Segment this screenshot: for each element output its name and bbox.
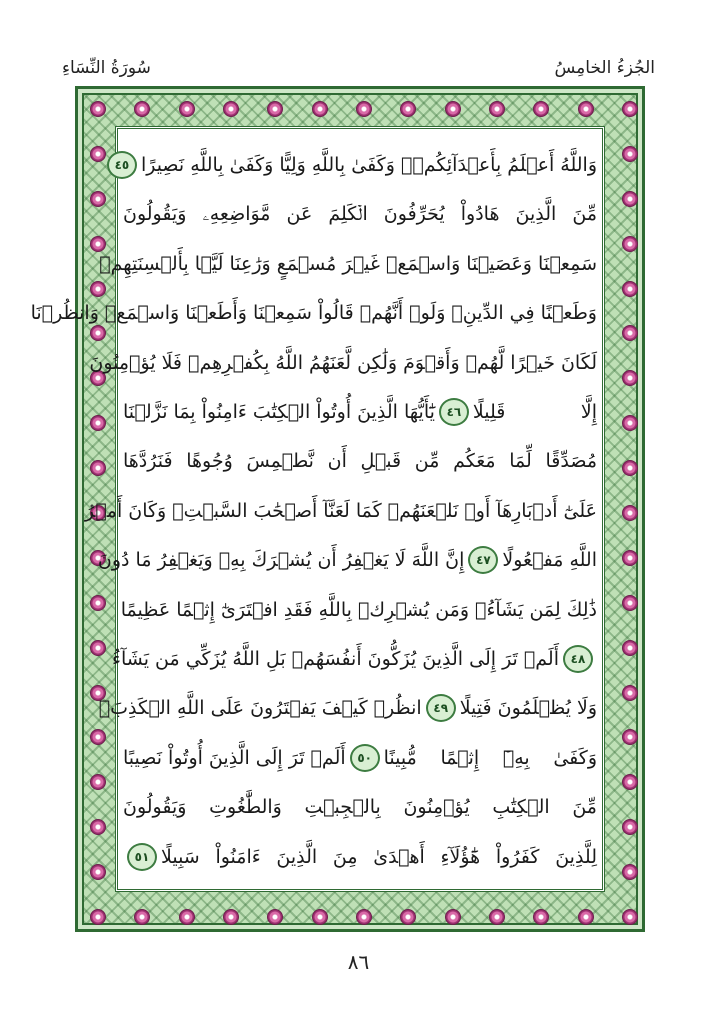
verse-line bbox=[123, 783, 597, 831]
verse-line bbox=[98, 684, 597, 732]
flower-ornament-icon bbox=[622, 505, 638, 521]
flower-ornament-icon bbox=[622, 640, 638, 656]
surah-header: سُورَةُ النِّسَاءِ bbox=[62, 58, 151, 78]
ayah-number-marker: ٤٥ bbox=[107, 151, 137, 179]
verse-line bbox=[123, 388, 597, 436]
verse-text: أَلَمۡ تَرَ إِلَى الَّذِينَ يُزَكُّونَ أَنفُسَهُمۚ بَلِ اللَّهُ يُزَكِّي مَن يَشَآءُ bbox=[112, 648, 559, 670]
flower-ornament-icon bbox=[90, 640, 106, 656]
flower-ornament-icon bbox=[622, 281, 638, 297]
verse-text: لَكَانَ خَيۡرًا لَّهُمۡ وَأَقۡوَمَ وَلَٰكِن لَّعَنَهُمُ اللَّهُ بِكُفۡرِهِمۡ فَلَا يُؤۡمِنُونَ bbox=[89, 351, 597, 374]
ayah-number-marker: ٥٠ bbox=[350, 744, 380, 772]
flower-ornament-icon bbox=[445, 101, 461, 117]
verse-line bbox=[97, 536, 597, 584]
ayah-number-marker: ٤٦ bbox=[439, 398, 469, 426]
flower-ornament-icon bbox=[578, 909, 594, 925]
verse-line bbox=[123, 833, 597, 881]
flower-ornament-icon bbox=[90, 101, 106, 117]
flower-ornament-icon bbox=[622, 101, 638, 117]
quran-text bbox=[30, 141, 597, 877]
ayah-number-marker: ٤٨ bbox=[563, 645, 593, 673]
verse-text: لِلَّذِينَ كَفَرُواْ هَٰٓؤُلَآءِ أَهۡدَىٰ مِنَ الَّذِينَ ءَامَنُواْ سَبِيلًا bbox=[161, 845, 597, 868]
flower-ornament-icon bbox=[622, 191, 638, 207]
verse-text: سَمِعۡنَا وَعَصَيۡنَا وَاسۡمَعۡ غَيۡرَ مُسۡمَعٍ وَرَٰعِنَا لَيَّۢا بِأَلۡسِنَتِهِمۡ bbox=[99, 252, 597, 275]
flower-ornament-icon bbox=[90, 146, 106, 162]
flower-ornament-icon bbox=[179, 101, 195, 117]
verse-text: يَٰٓأَيُّهَا الَّذِينَ أُوتُواْ الۡكِتَٰبَ ءَامِنُواْ بِمَا نَزَّلۡنَا bbox=[123, 401, 435, 423]
verse-line bbox=[84, 487, 597, 535]
verse-line bbox=[123, 190, 597, 238]
verse-text: ذَٰلِكَ لِمَن يَشَآءُۚ وَمَن يُشۡرِكۡ بِاللَّهِ فَقَدِ افۡتَرَىٰٓ إِثۡمًا عَظِيمًا bbox=[120, 598, 597, 621]
verse-text: اللَّهِ مَفۡعُولًا bbox=[502, 549, 597, 572]
flower-ornament-icon bbox=[622, 146, 638, 162]
flower-ornament-icon bbox=[90, 236, 106, 252]
ayah-number-marker: ٥١ bbox=[127, 843, 157, 871]
verse-text: وَكَفَىٰ بِهِۦٓ إِثۡمًا مُّبِينًا bbox=[383, 746, 597, 769]
flower-ornament-icon bbox=[312, 909, 328, 925]
verse-line bbox=[123, 437, 597, 485]
verse-line bbox=[89, 339, 597, 387]
verse-text: وَلَا يُظۡلَمُونَ فَتِيلًا bbox=[459, 697, 597, 720]
flower-ornament-icon bbox=[622, 909, 638, 925]
flower-ornament-icon bbox=[489, 101, 505, 117]
verse-text: إِلَّا قَلِيلًا bbox=[472, 401, 597, 423]
verse-line bbox=[120, 586, 597, 634]
verse-line bbox=[114, 141, 597, 189]
verse-text: أَلَمۡ تَرَ إِلَى الَّذِينَ أُوتُواْ نَصِيبًا bbox=[123, 746, 346, 769]
flower-ornament-icon bbox=[356, 909, 372, 925]
flower-ornament-icon bbox=[622, 864, 638, 880]
verse-text: وَطَعۡنًا فِي الدِّينِۚ وَلَوۡ أَنَّهُمۡ قَالُواْ سَمِعۡنَا وَأَطَعۡنَا وَاسۡمَعۡ وَانظُرۡنَا bbox=[30, 302, 597, 325]
page-number: ٨٦ bbox=[347, 950, 370, 974]
verse-text: انظُرۡ كَيۡفَ يَفۡتَرُونَ عَلَى اللَّهِ الۡكَذِبَۖ bbox=[98, 697, 422, 720]
verse-line bbox=[112, 635, 597, 683]
ayah-number-marker: ٤٧ bbox=[468, 546, 498, 574]
verse-text: مِّنَ الَّذِينَ هَادُواْ يُحَرِّفُونَ الۡكَلِمَ عَن مَّوَاضِعِهِۦ وَيَقُولُونَ bbox=[123, 203, 597, 226]
flower-ornament-icon bbox=[622, 595, 638, 611]
flower-ornament-icon bbox=[312, 101, 328, 117]
verse-text: مِّنَ الۡكِتَٰبِ يُؤۡمِنُونَ بِالۡجِبۡتِ وَالطَّٰغُوتِ وَيَقُولُونَ bbox=[123, 796, 597, 819]
ornamental-frame bbox=[30, 86, 645, 932]
flower-ornament-icon bbox=[622, 460, 638, 476]
flower-ornament-icon bbox=[90, 191, 106, 207]
flower-ornament-icon bbox=[445, 909, 461, 925]
juz-header: الجُزءُ الخامِسُ bbox=[554, 58, 655, 78]
verse-line bbox=[123, 734, 597, 782]
verse-text: عَلَىٰٓ أَدۡبَارِهَآ أَوۡ نَلۡعَنَهُمۡ كَمَا لَعَنَّآ أَصۡحَٰبَ السَّبۡتِۚ وَكَانَ أَمۡرُ bbox=[84, 499, 597, 522]
verse-text: وَاللَّهُ أَعۡلَمُ بِأَعۡدَآئِكُمۡۚ وَكَفَىٰ بِاللَّهِ وَلِيًّا وَكَفَىٰ بِاللَّهِ نَصِيرًا bbox=[140, 154, 597, 176]
flower-ornament-icon bbox=[622, 550, 638, 566]
flower-ornament-icon bbox=[223, 101, 239, 117]
flower-ornament-icon bbox=[622, 236, 638, 252]
verse-line bbox=[99, 240, 597, 288]
flower-ornament-icon bbox=[90, 281, 106, 297]
verse-text: مُصَدِّقًا لِّمَا مَعَكُم مِّن قَبۡلِ أَن نَّطۡمِسَ وُجُوهًا فَنَرُدَّهَا bbox=[123, 450, 597, 473]
flower-ornament-icon bbox=[356, 101, 372, 117]
flower-ornament-icon bbox=[90, 909, 106, 925]
ayah-number-marker: ٤٩ bbox=[426, 694, 456, 722]
flower-ornament-icon bbox=[622, 685, 638, 701]
flower-ornament-icon bbox=[489, 909, 505, 925]
flower-ornament-icon bbox=[90, 864, 106, 880]
flower-ornament-icon bbox=[223, 909, 239, 925]
verse-text: إِنَّ اللَّهَ لَا يَغۡفِرُ أَن يُشۡرَكَ بِهِۦ وَيَغۡفِرُ مَا دُونَ bbox=[97, 549, 465, 572]
flower-ornament-icon bbox=[90, 460, 106, 476]
verse-line bbox=[30, 289, 597, 337]
flower-ornament-icon bbox=[578, 101, 594, 117]
flower-ornament-icon bbox=[179, 909, 195, 925]
flower-ornament-icon bbox=[90, 595, 106, 611]
